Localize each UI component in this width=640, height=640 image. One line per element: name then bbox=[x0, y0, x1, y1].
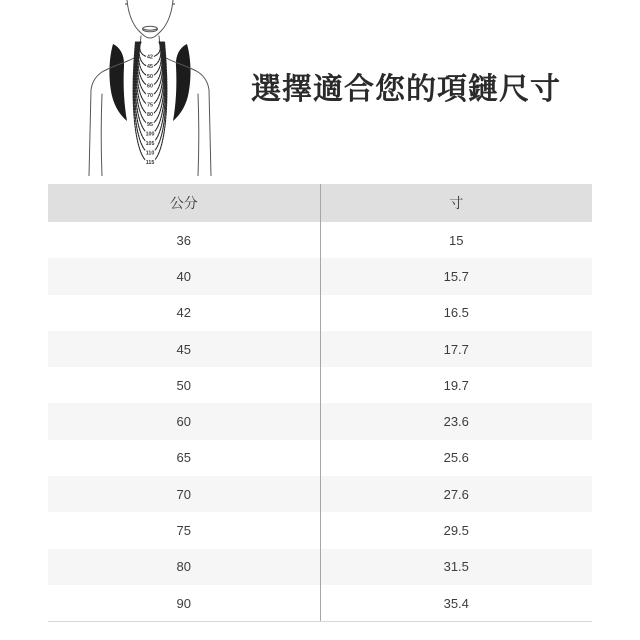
arm-left-inner-line bbox=[101, 94, 102, 176]
table-row bbox=[48, 331, 592, 367]
necklace-length-diagram bbox=[84, 0, 216, 176]
necklace-length-label: 50 bbox=[147, 73, 153, 80]
necklace-length-label: 75 bbox=[147, 102, 153, 109]
inch-cell: 35.4 bbox=[320, 585, 592, 622]
inch-cell: 19.7 bbox=[320, 367, 592, 403]
necklace-length-label: 95 bbox=[147, 121, 153, 128]
cm-cell: 70 bbox=[48, 476, 320, 512]
table-row bbox=[48, 440, 592, 476]
necklace-length-label: 42 bbox=[147, 54, 153, 61]
cm-cell: 75 bbox=[48, 512, 320, 548]
table-row bbox=[48, 585, 592, 622]
inch-cell: 15 bbox=[320, 222, 592, 258]
necklace-length-label: 115 bbox=[145, 160, 155, 167]
lips-line bbox=[143, 29, 157, 30]
inch-cell: 23.6 bbox=[320, 403, 592, 439]
cm-cell: 45 bbox=[48, 331, 320, 367]
header-row bbox=[48, 184, 592, 222]
cm-cell: 80 bbox=[48, 549, 320, 585]
necklace-length-label: 60 bbox=[147, 83, 153, 90]
table-row bbox=[48, 476, 592, 512]
size-table-body bbox=[48, 222, 592, 622]
necklace-length-label: 105 bbox=[145, 141, 155, 147]
arm-right-inner-line bbox=[198, 94, 199, 176]
cm-cell: 60 bbox=[48, 403, 320, 439]
table-row bbox=[48, 512, 592, 548]
cm-cell: 50 bbox=[48, 367, 320, 403]
necklace-length-label: 45 bbox=[147, 64, 153, 71]
inch-cell: 25.6 bbox=[320, 440, 592, 476]
page-title: 選擇適合您的項鏈尺寸 bbox=[251, 73, 561, 106]
lips-icon bbox=[143, 26, 158, 32]
hair-right bbox=[173, 44, 191, 121]
table-row bbox=[48, 549, 592, 585]
cm-cell: 40 bbox=[48, 258, 320, 294]
table-row bbox=[48, 295, 592, 331]
table-row bbox=[48, 403, 592, 439]
table-row bbox=[48, 222, 592, 258]
necklace-length-label: 100 bbox=[145, 131, 155, 138]
inch-cell: 27.6 bbox=[320, 476, 592, 512]
necklace-chains bbox=[133, 42, 167, 166]
header-inch: 寸 bbox=[320, 184, 592, 222]
necklace-length-label: 110 bbox=[145, 150, 155, 157]
cm-cell: 90 bbox=[48, 585, 320, 622]
cm-cell: 65 bbox=[48, 440, 320, 476]
table-row bbox=[48, 367, 592, 403]
necklace-length-label: 70 bbox=[147, 93, 153, 99]
earring-right-icon bbox=[173, 3, 175, 5]
inch-cell: 17.7 bbox=[320, 331, 592, 367]
cm-cell: 42 bbox=[48, 295, 320, 331]
header-cm: 公分 bbox=[48, 184, 320, 222]
hair-left bbox=[109, 44, 127, 121]
inch-cell: 29.5 bbox=[320, 512, 592, 548]
inch-cell: 16.5 bbox=[320, 295, 592, 331]
earring-left-icon bbox=[125, 3, 127, 5]
size-table-header bbox=[48, 184, 592, 222]
cm-cell: 36 bbox=[48, 222, 320, 258]
necklace-length-label: 80 bbox=[147, 112, 153, 119]
inch-cell: 15.7 bbox=[320, 258, 592, 294]
size-table bbox=[48, 184, 592, 622]
inch-cell: 31.5 bbox=[320, 549, 592, 585]
table-row bbox=[48, 258, 592, 294]
